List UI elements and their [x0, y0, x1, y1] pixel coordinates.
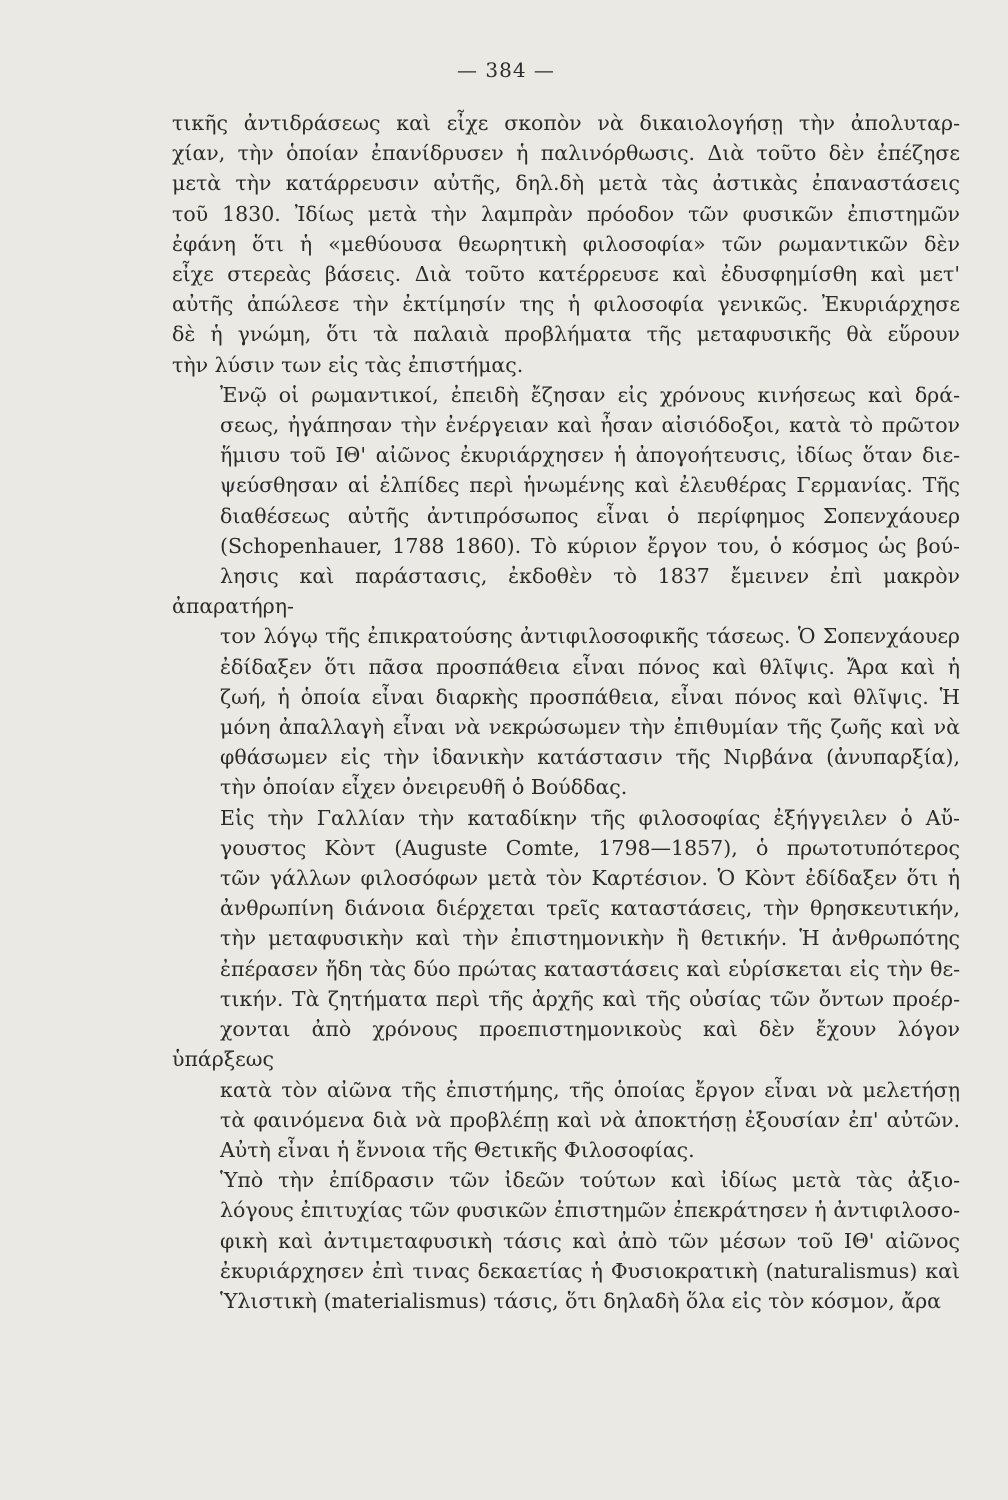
text-line: χονται ἀπὸ χρόνους προεπιστημονικοὺς καὶ δὲν ἔχουν λόγον ὑπάρξεως — [172, 1017, 960, 1072]
text-line: ἀνθρωπίνη διάνοια διέρχεται τρεῖς καταστάσεις, τὴν θρησκευτικήν, — [220, 896, 960, 921]
paragraph — [172, 380, 960, 803]
paragraph — [172, 803, 960, 1165]
text-line: λόγους ἐπιτυχίας τῶν φυσικῶν ἐπιστημῶν ἐπεκράτησεν ἡ ἀντιφιλοσο- — [220, 1198, 960, 1223]
text-line: τικήν. Τὰ ζητήματα περὶ τῆς ἀρχῆς καὶ τῆς οὐσίας τῶν ὄντων προέρ- — [220, 986, 960, 1011]
text-line: φικὴ καὶ ἀντιμεταφυσικὴ τάσις καὶ ἀπὸ τῶν μέσων τοῦ ΙΘ' αἰῶνος — [220, 1228, 960, 1253]
text-line: τοῦ 1830. Ἰδίως μετὰ τὴν λαμπρὰν πρόοδον τῶν φυσικῶν ἐπιστημῶν — [172, 201, 960, 226]
text-line: ζωή, ἡ ὁποία εἶναι διαρκὴς προσπάθεια, εἶναι πόνος καὶ θλῖψις. Ἡ — [220, 684, 960, 709]
text-line: διαθέσεως αὐτῆς ἀντιπρόσωπος εἶναι ὁ περίφημος Σοπενχάουερ — [220, 503, 960, 528]
paragraph — [172, 108, 960, 380]
text-line: λησις καὶ παράστασις, ἐκδοθὲν τὸ 1837 ἔμεινεν ἐπὶ μακρὸν ἀπαρατήρη- — [172, 564, 960, 619]
page-number: — 384 — — [457, 58, 555, 82]
text-line: κατὰ τὸν αἰῶνα τῆς ἐπιστήμης, τῆς ὁποίας ἔργον εἶναι νὰ μελετήσῃ — [220, 1077, 960, 1102]
text-line: ἐφάνη ὅτι ἡ «μεθύουσα θεωρητικὴ φιλοσοφία» τῶν ρωμαντικῶν δὲν — [172, 231, 960, 256]
text-line: Εἰς τὴν Γαλλίαν τὴν καταδίκην τῆς φιλοσοφίας ἐξήγγειλεν ὁ Αὔ- — [220, 805, 960, 830]
text-line: ἐκυριάρχησεν ἐπὶ τινας δεκαετίας ἡ Φυσιοκρατικὴ (naturalismus) καὶ — [220, 1258, 960, 1283]
text-line: μετὰ τὴν κατάρρευσιν αὐτῆς, δηλ.δὴ μετὰ τὰς ἀστικὰς ἐπαναστάσεις — [172, 171, 960, 196]
text-line: Αὐτὴ εἶναι ἡ ἔννοια τῆς Θετικῆς Φιλοσοφίας. — [220, 1137, 695, 1162]
text-line: ψεύσθησαν αἱ ἐλπίδες περὶ ἡνωμένης καὶ ἐλευθέρας Γερμανίας. Τῆς — [220, 473, 960, 498]
text-line: τον λόγῳ τῆς ἐπικρατούσης ἀντιφιλοσοφικῆς τάσεως. Ὁ Σοπενχάουερ — [220, 624, 960, 649]
paragraph — [172, 1165, 960, 1316]
text-line: Ὑπὸ τὴν ἐπίδρασιν τῶν ἰδεῶν τούτων καὶ ἰδίως μετὰ τὰς ἀξιο- — [220, 1168, 960, 1193]
text-line: τὴν ὁποίαν εἶχεν ὀνειρευθῆ ὁ Βούδδας. — [220, 775, 628, 800]
text-line: μόνη ἀπαλλαγὴ εἶναι νὰ νεκρώσωμεν τὴν ἐπιθυμίαν τῆς ζωῆς καὶ νὰ — [220, 715, 960, 740]
text-line: εἶχε στερεὰς βάσεις. Διὰ τοῦτο κατέρρευσε καὶ ἐδυσφημίσθη καὶ μετ' — [172, 262, 960, 287]
text-line: τικῆς ἀντιδράσεως καὶ εἶχε σκοπὸν νὰ δικαιολογήσῃ τὴν ἀπολυταρ- — [172, 111, 960, 135]
text-line: ἐπέρασεν ἤδη τὰς δύο πρώτας καταστάσεις καὶ εὑρίσκεται εἰς τὴν θε- — [220, 956, 960, 981]
text-line: τῶν γάλλων φιλοσόφων μετὰ τὸν Καρτέσιον. Ὁ Κὸντ ἐδίδαξεν ὅτι ἡ — [220, 866, 960, 891]
text-line: γουστος Κὸντ (Auguste Comte, 1798—1857), ὁ πρωτοτυπότερος — [220, 835, 960, 860]
text-line: φθάσωμεν εἰς τὴν ἰδανικὴν κατάστασιν τῆς Νιρβάνα (ἀνυπαρξία), — [220, 745, 960, 770]
text-line: αὐτῆς ἀπώλεσε τὴν ἐκτίμησίν της ἡ φιλοσοφία γενικῶς. Ἐκυριάρχησε — [172, 292, 960, 317]
text-line: ἥμισυ τοῦ ΙΘ' αἰῶνος ἐκυριάρχησεν ἡ ἀπογοήτευσις, ἰδίως ὅταν διε- — [220, 443, 960, 468]
text-line: τὰ φαινόμενα διὰ νὰ προβλέπῃ καὶ νὰ ἀποκτήσῃ ἐξουσίαν ἐπ' αὐτῶν. — [220, 1107, 960, 1132]
text-line: χίαν, τὴν ὁποίαν ἐπανίδρυσεν ἡ παλινόρθωσις. Διὰ τοῦτο δὲν ἐπέζησε — [172, 141, 960, 166]
text-line: σεως, ἠγάπησαν τὴν ἐνέργειαν καὶ ἦσαν αἰσιόδοξοι, κατὰ τὸ πρῶτον — [220, 413, 960, 438]
text-line: τὴν μεταφυσικὴν καὶ τὴν ἐπιστημονικὴν ἢ θετικήν. Ἡ ἀνθρωπότης — [220, 926, 960, 951]
text-line: Ὑλιστικὴ (materialismus) τάσις, ὅτι δηλαδὴ ὅλα εἰς τὸν κόσμον, ἄρα — [220, 1288, 941, 1313]
text-line: ἐδίδαξεν ὅτι πᾶσα προσπάθεια εἶναι πόνος καὶ θλῖψις. Ἄρα καὶ ἡ — [220, 654, 960, 679]
text-line: Ἐνῷ οἱ ρωμαντικοί, ἐπειδὴ ἔζησαν εἰς χρόνους κινήσεως καὶ δρά- — [220, 382, 960, 407]
body-text — [172, 108, 960, 1316]
text-line: δὲ ἡ γνώμη, ὅτι τὰ παλαιὰ προβλήματα τῆς μεταφυσικῆς θὰ εὕρουν — [172, 322, 960, 347]
text-line: τὴν λύσιν των εἰς τὰς ἐπιστήμας. — [172, 352, 524, 377]
text-line: (Schopenhauer, 1788 1860). Τὸ κύριον ἔργον του, ὁ κόσμος ὡς βού- — [220, 533, 960, 558]
